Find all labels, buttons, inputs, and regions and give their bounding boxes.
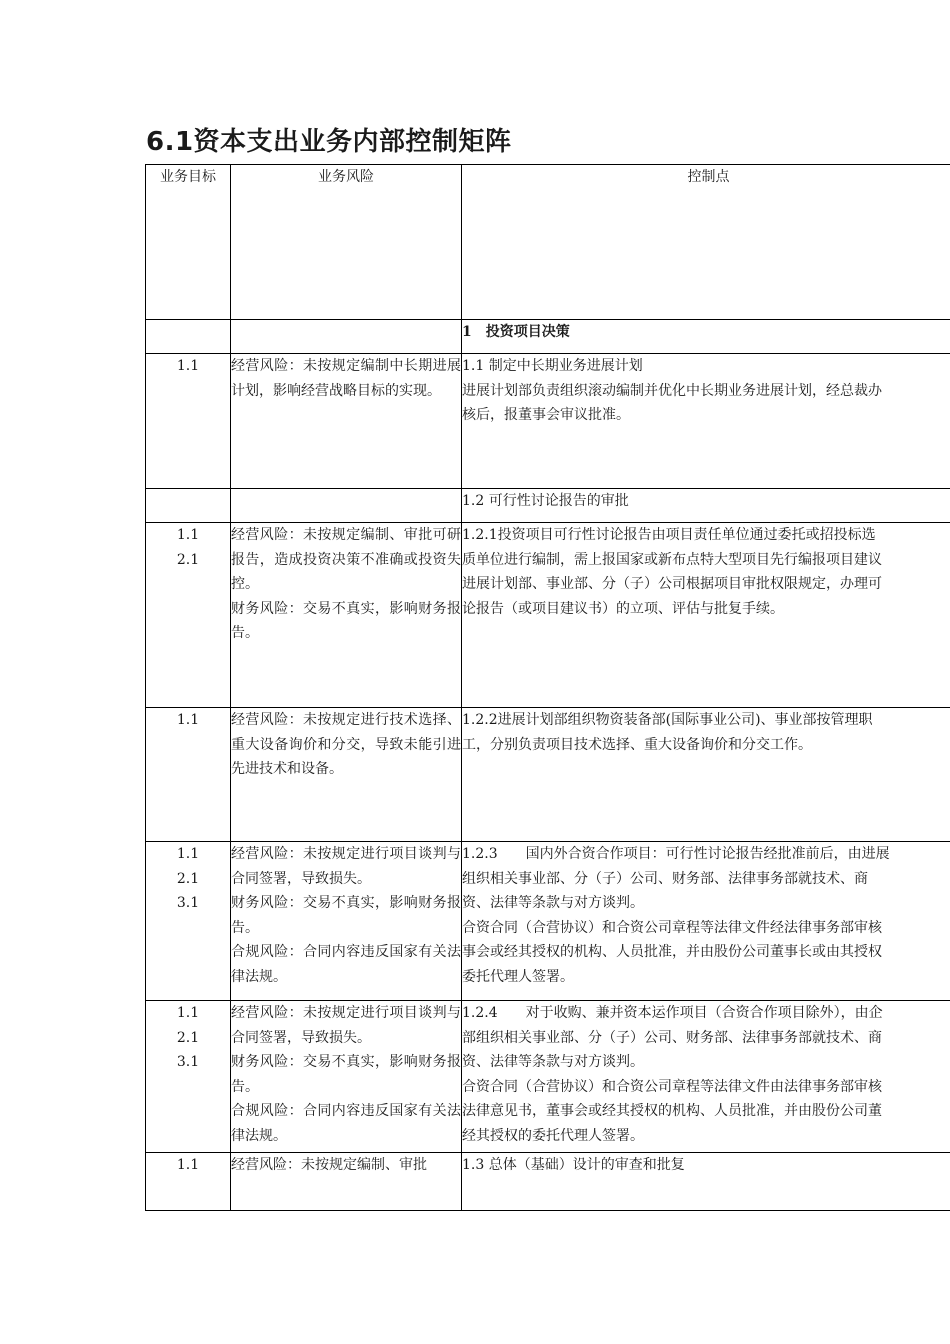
table-header-row (146, 165, 950, 320)
risk-cell (231, 320, 462, 354)
cell-text: 1.1 (176, 1005, 200, 1021)
control-cell (462, 842, 950, 1001)
cell-text: 核后，报董事会审议批准。 (462, 407, 630, 423)
section-row (146, 489, 950, 523)
cell-text: 资、法律等条款与对方谈判。 (462, 1054, 644, 1070)
cell-text: 财务风险：交易不真实，影响财务报告。 (231, 895, 461, 936)
table-row (146, 842, 950, 1001)
cell-text: 2.1 (176, 551, 200, 568)
cell-text: 合资合同（合营协议）和合资公司章程等法律文件由法律事务部审核 (462, 1078, 882, 1095)
cell-text: 经营风险：未按规定进行技术选择、重大设备询价和分交，导致未能引进先进技术和设备。 (231, 712, 461, 777)
risk-cell (231, 1153, 462, 1211)
cell-text: 3.1 (176, 1054, 200, 1070)
header-risk: 业务风险 (231, 165, 462, 320)
cell-text: 1.1 (176, 358, 200, 374)
risk-cell (231, 1001, 462, 1153)
cell-text: 经营风险：未按规定进行项目谈判与合同签署，导致损失。 (231, 846, 461, 887)
goal-cell (146, 320, 231, 354)
control-cell (462, 1153, 950, 1211)
cell-text: 2.1 (176, 1029, 200, 1046)
cell-text: 经营风险：未按规定编制中长期进展计划，影响经营战略目标的实现。 (231, 358, 461, 399)
cell-text: 法律意见书，董事会或经其授权的机构、人员批准，并由股份公司董 (462, 1103, 882, 1119)
cell-text: 合资合同（合营协议）和合资公司章程等法律文件经法律事务部审核 (462, 919, 882, 936)
cell-text: 合规风险：合同内容违反国家有关法律法规。 (231, 1103, 461, 1144)
goal-cell (146, 1001, 231, 1153)
control-cell (462, 320, 950, 354)
cell-text: 1.1 制定中长期业务进展计划 (462, 358, 643, 374)
control-cell (462, 489, 950, 523)
cell-text: 工，分别负责项目技术选择、重大设备询价和分交工作。 (462, 736, 812, 753)
cell-text: 经营风险：未按规定编制、审批可研报告，造成投资决策不准确或投资失控。 (231, 527, 461, 592)
cell-text: 部组织相关事业部、分（子）公司、财务部、法律事务部就技术、商 (462, 1029, 882, 1046)
cell-text: 组织相关事业部、分（子）公司、财务部、法律事务部就技术、商 (462, 870, 868, 887)
cell-text: 1.3 总体（基础）设计的审查和批复 (462, 1157, 685, 1173)
cell-text: 3.1 (176, 895, 200, 911)
cell-text: 1.2.1投资项目可行性讨论报告由项目责任单位通过委托或招投标选 (462, 527, 876, 543)
cell-text: 1.2 可行性讨论报告的审批 (462, 493, 629, 509)
goal-cell (146, 1153, 231, 1211)
cell-text: 委托代理人签署。 (462, 968, 574, 985)
header-control: 控制点 (462, 165, 950, 320)
table-row (146, 354, 950, 489)
cell-text: 经其授权的委托代理人签署。 (462, 1127, 644, 1144)
cell-text: 论报告（或项目建议书）的立项、评估与批复手续。 (462, 600, 784, 617)
goal-cell (146, 489, 231, 523)
cell-text: 资、法律等条款与对方谈判。 (462, 895, 644, 911)
cell-text: 1.2.3 国内外合资合作项目：可行性讨论报告经批准前后，由进展 (462, 846, 890, 862)
goal-cell (146, 842, 231, 1001)
table-row (146, 523, 950, 708)
cell-text: 经营风险：未按规定编制、审批 (231, 1157, 427, 1173)
table-row (146, 1153, 950, 1211)
control-cell (462, 354, 950, 489)
cell-text: 事会或经其授权的机构、人员批准，并由股份公司董事长或由其授权 (462, 944, 882, 960)
section-row (146, 320, 950, 354)
cell-text: 1.1 (176, 527, 200, 543)
header-goal: 业务目标 (146, 165, 231, 320)
control-cell (462, 1001, 950, 1153)
risk-cell (231, 354, 462, 489)
page-title: 6.1资本支出业务内部控制矩阵 (146, 127, 512, 157)
cell-text: 合规风险：合同内容违反国家有关法律法规。 (231, 944, 461, 985)
cell-text: 进展计划部、事业部、分（子）公司根据项目审批权限规定，办理可 (462, 576, 882, 592)
goal-cell (146, 523, 231, 708)
cell-text: 财务风险：交易不真实，影响财务报告。 (231, 1054, 461, 1095)
control-cell (462, 523, 950, 708)
cell-text: 经营风险：未按规定进行项目谈判与合同签署，导致损失。 (231, 1005, 461, 1046)
table-row (146, 1001, 950, 1153)
table-body (146, 320, 950, 1211)
cell-text: 2.1 (176, 870, 200, 887)
risk-cell (231, 523, 462, 708)
goal-cell (146, 354, 231, 489)
risk-cell (231, 708, 462, 842)
cell-text: 1.1 (176, 712, 200, 728)
risk-cell (231, 842, 462, 1001)
cell-text: 财务风险：交易不真实，影响财务报告。 (231, 600, 461, 641)
cell-text: 1.2.2进展计划部组织物资装备部(国际事业公司)、事业部按管理职 (462, 712, 873, 728)
table-row (146, 708, 950, 842)
cell-text: 1 投资项目决策 (462, 324, 570, 340)
cell-text: 1.2.4 对于收购、兼并资本运作项目（合资合作项目除外），由企 (462, 1005, 883, 1021)
cell-text: 1.1 (176, 1157, 200, 1173)
control-cell (462, 708, 950, 842)
cell-text: 进展计划部负责组织滚动编制并优化中长期业务进展计划，经总裁办 (462, 382, 882, 399)
cell-text: 质单位进行编制，需上报国家或新布点特大型项目先行编报项目建议 (462, 551, 882, 568)
cell-text: 1.1 (176, 846, 200, 862)
risk-cell (231, 489, 462, 523)
goal-cell (146, 708, 231, 842)
control-matrix-table (145, 164, 950, 1211)
